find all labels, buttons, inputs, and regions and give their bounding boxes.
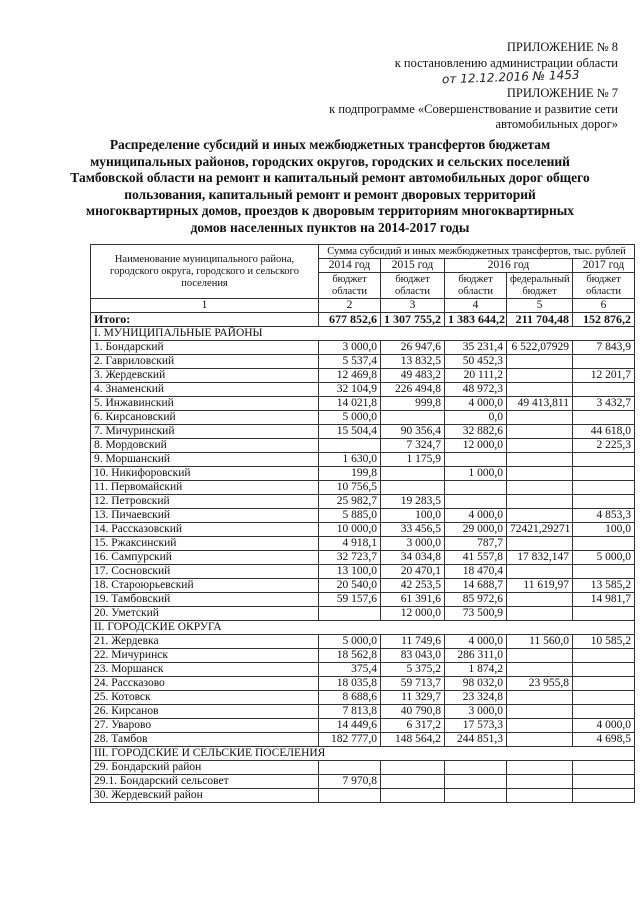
value-cell (381, 775, 445, 789)
table-row (91, 453, 635, 467)
value-cell: 8 688,6 (319, 691, 381, 705)
year-header: 2016 год (445, 259, 573, 273)
value-cell (507, 383, 573, 397)
name-column-header: Наименование муниципального района, городского округа, городского и сельского поселения (91, 245, 319, 299)
row-name: 16. Сампурский (91, 551, 319, 565)
value-cell: 10 756,5 (319, 481, 381, 495)
row-name: 29.1. Бондарский сельсовет (91, 775, 319, 789)
appendix-7-label: ПРИЛОЖЕНИЕ № 7 (506, 86, 618, 100)
row-name: 22. Мичуринск (91, 649, 319, 663)
table-row (91, 607, 635, 621)
value-cell (507, 607, 573, 621)
row-name: 26. Кирсанов (91, 705, 319, 719)
row-name: 30. Жердевский район (91, 789, 319, 803)
value-cell: 6 522,07929 (507, 341, 573, 355)
value-cell: 12 201,7 (573, 369, 635, 383)
value-cell (573, 761, 635, 775)
value-cell: 23 324,8 (445, 691, 507, 705)
section-title: III. ГОРОДСКИЕ И СЕЛЬСКИЕ ПОСЕЛЕНИЯ (91, 747, 635, 761)
table-row (91, 355, 635, 369)
value-cell: 49 483,2 (381, 369, 445, 383)
budget-header: бюджет области (319, 273, 381, 299)
value-cell (573, 775, 635, 789)
value-cell: 148 564,2 (381, 733, 445, 747)
value-cell: 90 356,4 (381, 425, 445, 439)
value-cell: 42 253,5 (381, 579, 445, 593)
row-name: 3. Жердевский (91, 369, 319, 383)
value-cell: 11 560,0 (507, 635, 573, 649)
value-cell: 4 000,0 (573, 719, 635, 733)
table-row (91, 593, 635, 607)
table-row (91, 495, 635, 509)
value-cell (381, 481, 445, 495)
table-row (91, 467, 635, 481)
subprogram-reference: к подпрограмме «Совершенствование и развитие сети автомобильных дорог» (329, 102, 618, 131)
table-row (91, 677, 635, 691)
value-cell: 12 000,0 (445, 439, 507, 453)
budget-header: бюджет области (573, 273, 635, 299)
table-row (91, 663, 635, 677)
value-cell: 18 035,8 (319, 677, 381, 691)
value-cell (573, 411, 635, 425)
section-title: I. МУНИЦИПАЛЬНЫЕ РАЙОНЫ (91, 327, 635, 341)
value-cell (381, 789, 445, 803)
value-cell (573, 649, 635, 663)
value-cell (507, 495, 573, 509)
row-name: 14. Рассказовский (91, 523, 319, 537)
value-cell (507, 775, 573, 789)
row-name: 23. Моршанск (91, 663, 319, 677)
value-cell: 4 853,3 (573, 509, 635, 523)
table-row (91, 649, 635, 663)
row-name: 8. Мордовский (91, 439, 319, 453)
row-name: 11. Первомайский (91, 481, 319, 495)
value-cell (573, 355, 635, 369)
value-cell: 4 698,5 (573, 733, 635, 747)
row-name: 10. Никифоровский (91, 467, 319, 481)
value-cell: 14 688,7 (445, 579, 507, 593)
value-cell: 25 982,7 (319, 495, 381, 509)
value-cell: 12 000,0 (381, 607, 445, 621)
value-cell: 83 043,0 (381, 649, 445, 663)
value-cell (507, 467, 573, 481)
row-name: 28. Тамбов (91, 733, 319, 747)
value-cell (573, 481, 635, 495)
column-number: 5 (507, 299, 573, 313)
table-row (91, 733, 635, 747)
row-name: 5. Инжавинский (91, 397, 319, 411)
value-cell (507, 439, 573, 453)
value-cell (507, 411, 573, 425)
value-cell: 286 311,0 (445, 649, 507, 663)
document-title: Распределение субсидий и иных межбюджетных трансфертов бюджетам муниципальных районов, городских округов, городских и сельских поселений Тамбовской области на ремонт и капитальный ремонт автомобильных дорог общего пользования, капитальный ремонт и ремонт дворовых территорий многоквартирных домов, проездов к дворовым территориям многоквартирных домов населенных пунктов на 2014-2017 годы (70, 137, 590, 235)
table-row (91, 369, 635, 383)
table-row (91, 719, 635, 733)
value-cell: 3 432,7 (573, 397, 635, 411)
value-cell: 375,4 (319, 663, 381, 677)
year-header: 2017 год (573, 259, 635, 273)
value-cell: 41 557,8 (445, 551, 507, 565)
value-cell: 677 852,6 (319, 313, 381, 327)
value-cell (573, 453, 635, 467)
row-name: 7. Мичуринский (91, 425, 319, 439)
value-cell (507, 691, 573, 705)
value-cell: 0,0 (445, 411, 507, 425)
table-row (91, 425, 635, 439)
value-cell: 4 000,0 (445, 397, 507, 411)
value-cell (507, 761, 573, 775)
row-name: 17. Сосновский (91, 565, 319, 579)
appendix-8-label: ПРИЛОЖЕНИЕ № 8 (506, 40, 618, 54)
value-cell: 7 843,9 (573, 341, 635, 355)
value-cell: 20 470,1 (381, 565, 445, 579)
row-name: 21. Жердевка (91, 635, 319, 649)
value-cell: 244 851,3 (445, 733, 507, 747)
value-cell (319, 789, 381, 803)
value-cell: 1 175,9 (381, 453, 445, 467)
value-cell: 182 777,0 (319, 733, 381, 747)
column-number: 1 (91, 299, 319, 313)
value-cell: 3 000,0 (319, 341, 381, 355)
table-row (91, 789, 635, 803)
value-cell: 11 619,97 (507, 579, 573, 593)
row-name: 2. Гавриловский (91, 355, 319, 369)
value-cell (507, 509, 573, 523)
value-cell (507, 663, 573, 677)
section-row (91, 621, 635, 635)
value-cell: 5 537,4 (319, 355, 381, 369)
table-row (91, 411, 635, 425)
value-cell (573, 537, 635, 551)
value-cell (445, 775, 507, 789)
row-name: 18. Староюрьевский (91, 579, 319, 593)
value-cell (507, 355, 573, 369)
value-cell: 5 000,0 (573, 551, 635, 565)
table-row (91, 509, 635, 523)
column-number: 4 (445, 299, 507, 313)
value-cell: 73 500,9 (445, 607, 507, 621)
column-number: 3 (381, 299, 445, 313)
value-cell (445, 453, 507, 467)
value-cell (573, 705, 635, 719)
value-cell: 5 000,0 (319, 635, 381, 649)
value-cell: 787,7 (445, 537, 507, 551)
row-name: 24. Рассказово (91, 677, 319, 691)
value-cell: 44 618,0 (573, 425, 635, 439)
value-cell (573, 663, 635, 677)
value-cell: 14 021,8 (319, 397, 381, 411)
value-cell: 100,0 (381, 509, 445, 523)
section-title: II. ГОРОДСКИЕ ОКРУГА (91, 621, 635, 635)
value-cell: 999,8 (381, 397, 445, 411)
value-cell: 10 000,0 (319, 523, 381, 537)
value-cell: 14 449,6 (319, 719, 381, 733)
value-cell (573, 495, 635, 509)
value-cell (573, 677, 635, 691)
section-row (91, 747, 635, 761)
value-cell: 61 391,6 (381, 593, 445, 607)
column-number: 6 (573, 299, 635, 313)
table-row (91, 481, 635, 495)
value-cell (507, 719, 573, 733)
table-row (91, 635, 635, 649)
value-cell: 6 317,2 (381, 719, 445, 733)
value-cell (573, 565, 635, 579)
value-cell: 33 456,5 (381, 523, 445, 537)
value-cell (573, 467, 635, 481)
value-cell (319, 439, 381, 453)
table-row (91, 761, 635, 775)
table-row (91, 775, 635, 789)
table-body (91, 313, 635, 803)
value-cell (507, 649, 573, 663)
table-row (91, 691, 635, 705)
value-cell: 13 100,0 (319, 565, 381, 579)
value-cell: 17 573,3 (445, 719, 507, 733)
value-cell (319, 761, 381, 775)
value-cell: 7 970,8 (319, 775, 381, 789)
value-cell (507, 537, 573, 551)
value-cell: 35 231,4 (445, 341, 507, 355)
value-cell: 20 111,2 (445, 369, 507, 383)
value-cell: 26 947,6 (381, 341, 445, 355)
value-cell: 98 032,0 (445, 677, 507, 691)
value-cell: 5 375,2 (381, 663, 445, 677)
value-cell: 4 918,1 (319, 537, 381, 551)
value-cell: 11 749,6 (381, 635, 445, 649)
value-cell: 5 000,0 (319, 411, 381, 425)
value-cell: 32 882,6 (445, 425, 507, 439)
table-row (91, 565, 635, 579)
value-cell (445, 789, 507, 803)
row-name: 12. Петровский (91, 495, 319, 509)
value-cell: 32 723,7 (319, 551, 381, 565)
value-cell (445, 761, 507, 775)
value-cell: 199,8 (319, 467, 381, 481)
resolution-reference: к постановлению администрации области (394, 56, 618, 70)
row-name: 15. Ржаксинский (91, 537, 319, 551)
budget-header: федеральный бюджет (507, 273, 573, 299)
value-cell: 14 981,7 (573, 593, 635, 607)
value-cell (507, 481, 573, 495)
table-row (91, 523, 635, 537)
value-cell: 211 704,48 (507, 313, 573, 327)
subsidy-table (90, 244, 635, 803)
value-cell (507, 453, 573, 467)
value-cell: 7 324,7 (381, 439, 445, 453)
value-cell: 13 585,2 (573, 579, 635, 593)
row-name: 9. Моршанский (91, 453, 319, 467)
value-cell (507, 593, 573, 607)
value-cell (319, 607, 381, 621)
table-row (91, 313, 635, 327)
row-name: 1. Бондарский (91, 341, 319, 355)
value-cell: 10 585,2 (573, 635, 635, 649)
value-cell: 11 329,7 (381, 691, 445, 705)
value-cell: 18 470,4 (445, 565, 507, 579)
value-cell: 1 874,2 (445, 663, 507, 677)
value-cell (507, 733, 573, 747)
row-name: 29. Бондарский район (91, 761, 319, 775)
value-cell: 85 972,6 (445, 593, 507, 607)
value-cell: 1 630,0 (319, 453, 381, 467)
value-cell (507, 565, 573, 579)
value-cell: 15 504,4 (319, 425, 381, 439)
value-cell (573, 383, 635, 397)
value-cell: 48 972,3 (445, 383, 507, 397)
value-cell: 1 307 755,2 (381, 313, 445, 327)
year-header: 2014 год (319, 259, 381, 273)
value-cell (507, 369, 573, 383)
value-cell: 72421,29271 (507, 523, 573, 537)
sum-column-header: Сумма субсидий и иных межбюджетных трансфертов, тыс. рублей (319, 245, 635, 259)
row-name: 6. Кирсановский (91, 411, 319, 425)
row-name: 25. Котовск (91, 691, 319, 705)
row-name: Итого: (91, 313, 319, 327)
row-name: 20. Уметский (91, 607, 319, 621)
value-cell: 4 000,0 (445, 635, 507, 649)
value-cell: 29 000,0 (445, 523, 507, 537)
table-row (91, 537, 635, 551)
value-cell: 13 832,5 (381, 355, 445, 369)
table-row (91, 397, 635, 411)
value-cell (507, 789, 573, 803)
row-name: 27. Уварово (91, 719, 319, 733)
section-row (91, 327, 635, 341)
value-cell: 17 832,147 (507, 551, 573, 565)
value-cell (445, 495, 507, 509)
row-name: 13. Пичаевский (91, 509, 319, 523)
value-cell: 34 034,8 (381, 551, 445, 565)
value-cell: 1 383 644,2 (445, 313, 507, 327)
value-cell (381, 467, 445, 481)
value-cell: 59 157,6 (319, 593, 381, 607)
value-cell (573, 789, 635, 803)
year-header: 2015 год (381, 259, 445, 273)
handwritten-date-number: от 12.12.2016 № 1453 (442, 67, 581, 87)
value-cell (381, 761, 445, 775)
value-cell: 1 000,0 (445, 467, 507, 481)
value-cell: 23 955,8 (507, 677, 573, 691)
value-cell: 32 104,9 (319, 383, 381, 397)
value-cell: 3 000,0 (445, 705, 507, 719)
value-cell: 2 225,3 (573, 439, 635, 453)
value-cell: 100,0 (573, 523, 635, 537)
value-cell: 5 885,0 (319, 509, 381, 523)
table-row (91, 551, 635, 565)
value-cell (573, 607, 635, 621)
value-cell (445, 481, 507, 495)
value-cell: 3 000,0 (381, 537, 445, 551)
value-cell (507, 705, 573, 719)
row-name: 19. Тамбовский (91, 593, 319, 607)
value-cell: 50 452,3 (445, 355, 507, 369)
value-cell: 59 713,7 (381, 677, 445, 691)
value-cell: 19 283,5 (381, 495, 445, 509)
column-number: 2 (319, 299, 381, 313)
value-cell (507, 425, 573, 439)
row-name: 4. Знаменский (91, 383, 319, 397)
value-cell: 20 540,0 (319, 579, 381, 593)
table-row (91, 705, 635, 719)
value-cell: 49 413,811 (507, 397, 573, 411)
value-cell: 40 790,8 (381, 705, 445, 719)
value-cell: 12 469,8 (319, 369, 381, 383)
table-row (91, 383, 635, 397)
table-row (91, 579, 635, 593)
table-row (91, 439, 635, 453)
value-cell: 226 494,8 (381, 383, 445, 397)
value-cell: 4 000,0 (445, 509, 507, 523)
value-cell (573, 691, 635, 705)
value-cell (381, 411, 445, 425)
value-cell: 7 813,8 (319, 705, 381, 719)
table-row (91, 341, 635, 355)
budget-header: бюджет области (381, 273, 445, 299)
value-cell: 18 562,8 (319, 649, 381, 663)
budget-header: бюджет области (445, 273, 507, 299)
value-cell: 152 876,2 (573, 313, 635, 327)
